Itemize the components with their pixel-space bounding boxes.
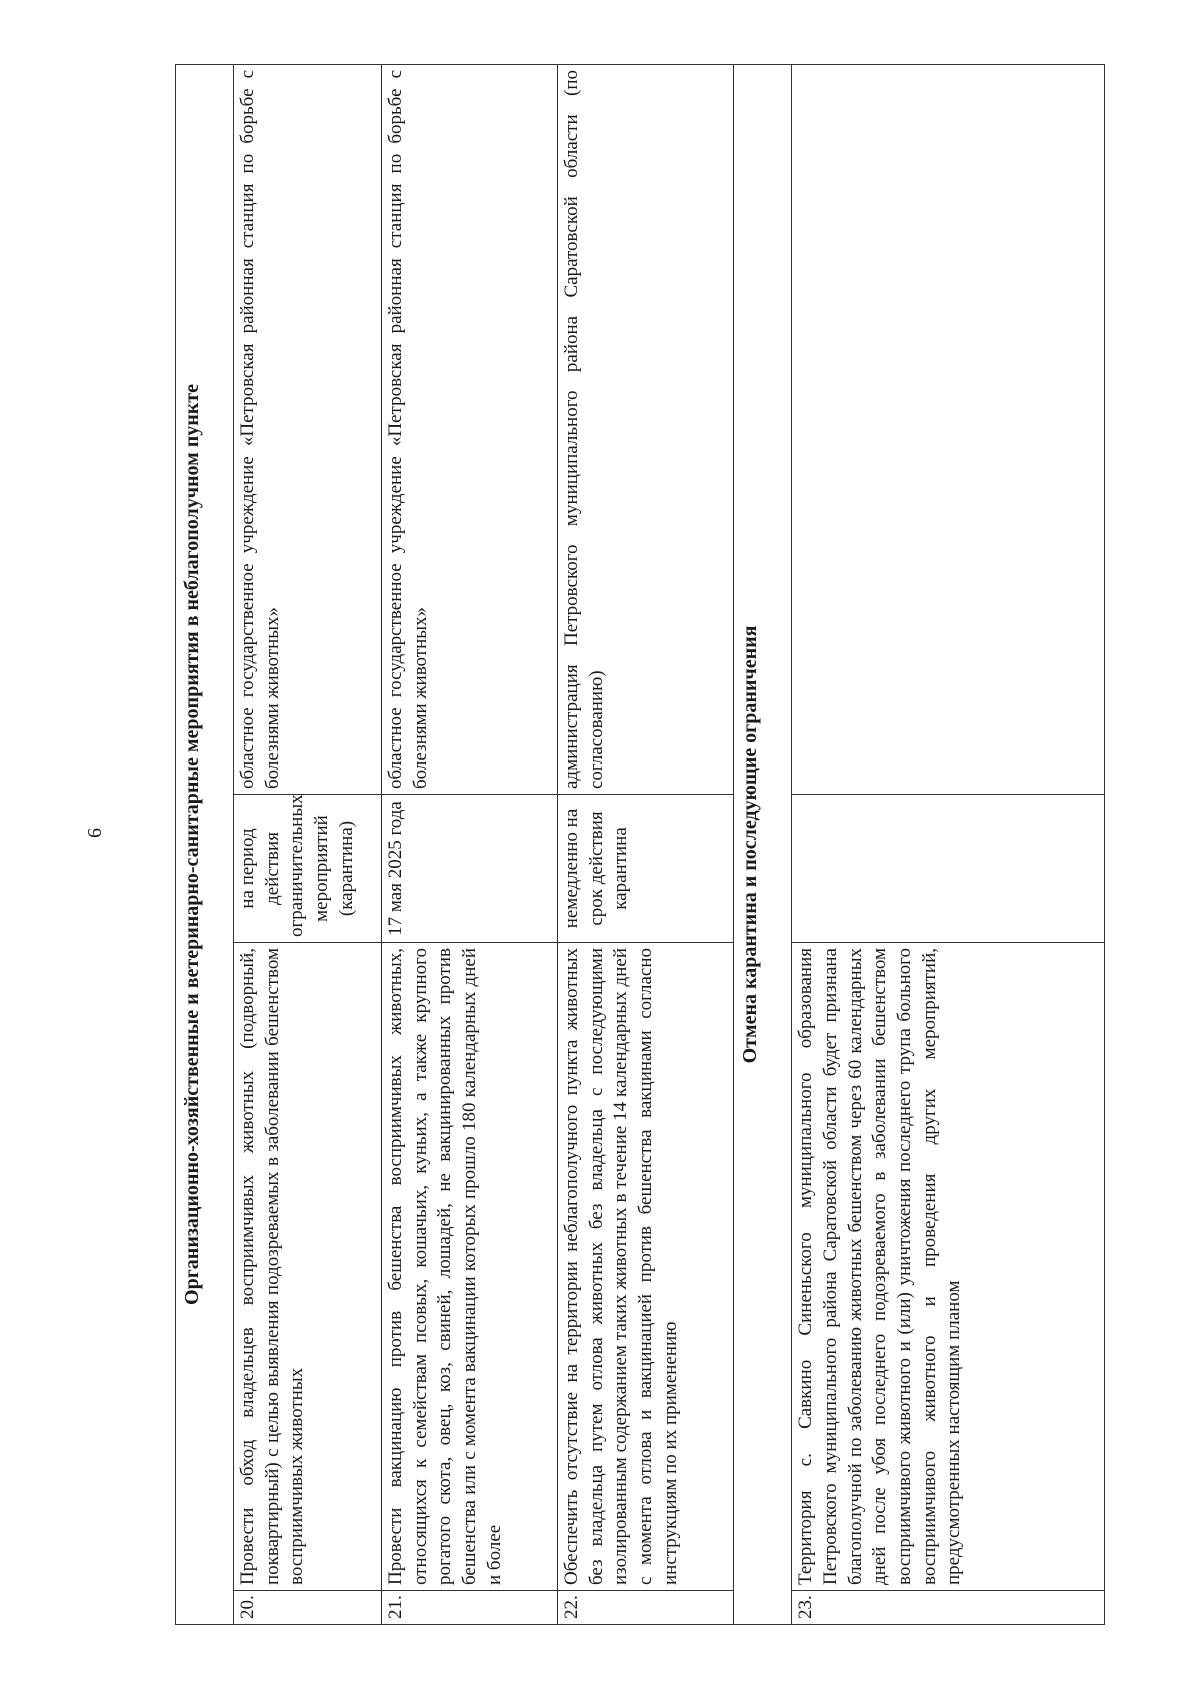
section-header-measures [176,64,234,1624]
action-cell: Провести обход владельцев восприимчивых животных (подворный, поквартирный) с целью выявления подозреваемых в заболевании бешенством восприимчивых животных [234,943,382,1591]
row-number: 23. [792,1591,1105,1625]
section-header-cancel [734,64,792,1624]
action-cell: Обеспечить отсутствие на территории неблагополучного пункта животных без владельца путем отлова животных без владельца с последующими изолированным содержанием таких животных в течение 14 календарных дней с момента отлова и вакцинацией против бешенства вакцинами согласно инструкциям по их применению [558,943,734,1591]
table-row [558,64,734,1624]
table-row [792,64,1105,1624]
measures-table [175,64,1105,1625]
term-cell: 17 мая 2025 года [382,795,558,943]
table-row [382,64,558,1624]
responsible-cell: областное государственное учреждение «Петровская районная станция по борьбе с болезнями животных» [382,64,558,794]
section-title: Отмена карантина и последующие ограничения [734,64,792,1624]
table-row [234,64,382,1624]
term-cell [792,795,1105,943]
term-cell: немедленно на срок действия карантина [558,795,734,943]
rotated-table-container [175,65,1105,1625]
action-cell: Провести вакцинацию против бешенства восприимчивых животных, относящихся к семействам псовых, кошачьих, куньих, а также крупного рогатого скота, овец, коз, свиней, лошадей, не вакцинированных против бешенства или с момента вакцинации которых прошло 180 календарных дней и более [382,943,558,1591]
action-cell: Территория с. Савкино Синеньского муниципального образования Петровского муниципального района Саратовской области будет признана благополучной по заболеванию животных бешенством через 60 календарных дней после убоя последнего подозреваемого в заболевании бешенством восприимчивого животного и (или) уничтожения последнего трупа больного восприимчивого животного и проведения других мероприятий, предусмотренных настоящим планом [792,943,1105,1591]
section-title: Организационно-хозяйственные и ветеринарно-санитарные мероприятия в неблагополучном пункте [176,64,234,1624]
responsible-cell [792,64,1105,794]
term-cell: на период действия ограничительных мероприятий (карантина) [234,795,382,943]
row-number: 21. [382,1591,558,1625]
row-number: 22. [558,1591,734,1625]
responsible-cell: администрация Петровского муниципального района Саратовской области (по согласованию) [558,64,734,794]
row-number: 20. [234,1591,382,1625]
page-number: 6 [84,828,106,838]
responsible-cell: областное государственное учреждение «Петровская районная станция по борьбе с болезнями животных» [234,64,382,794]
